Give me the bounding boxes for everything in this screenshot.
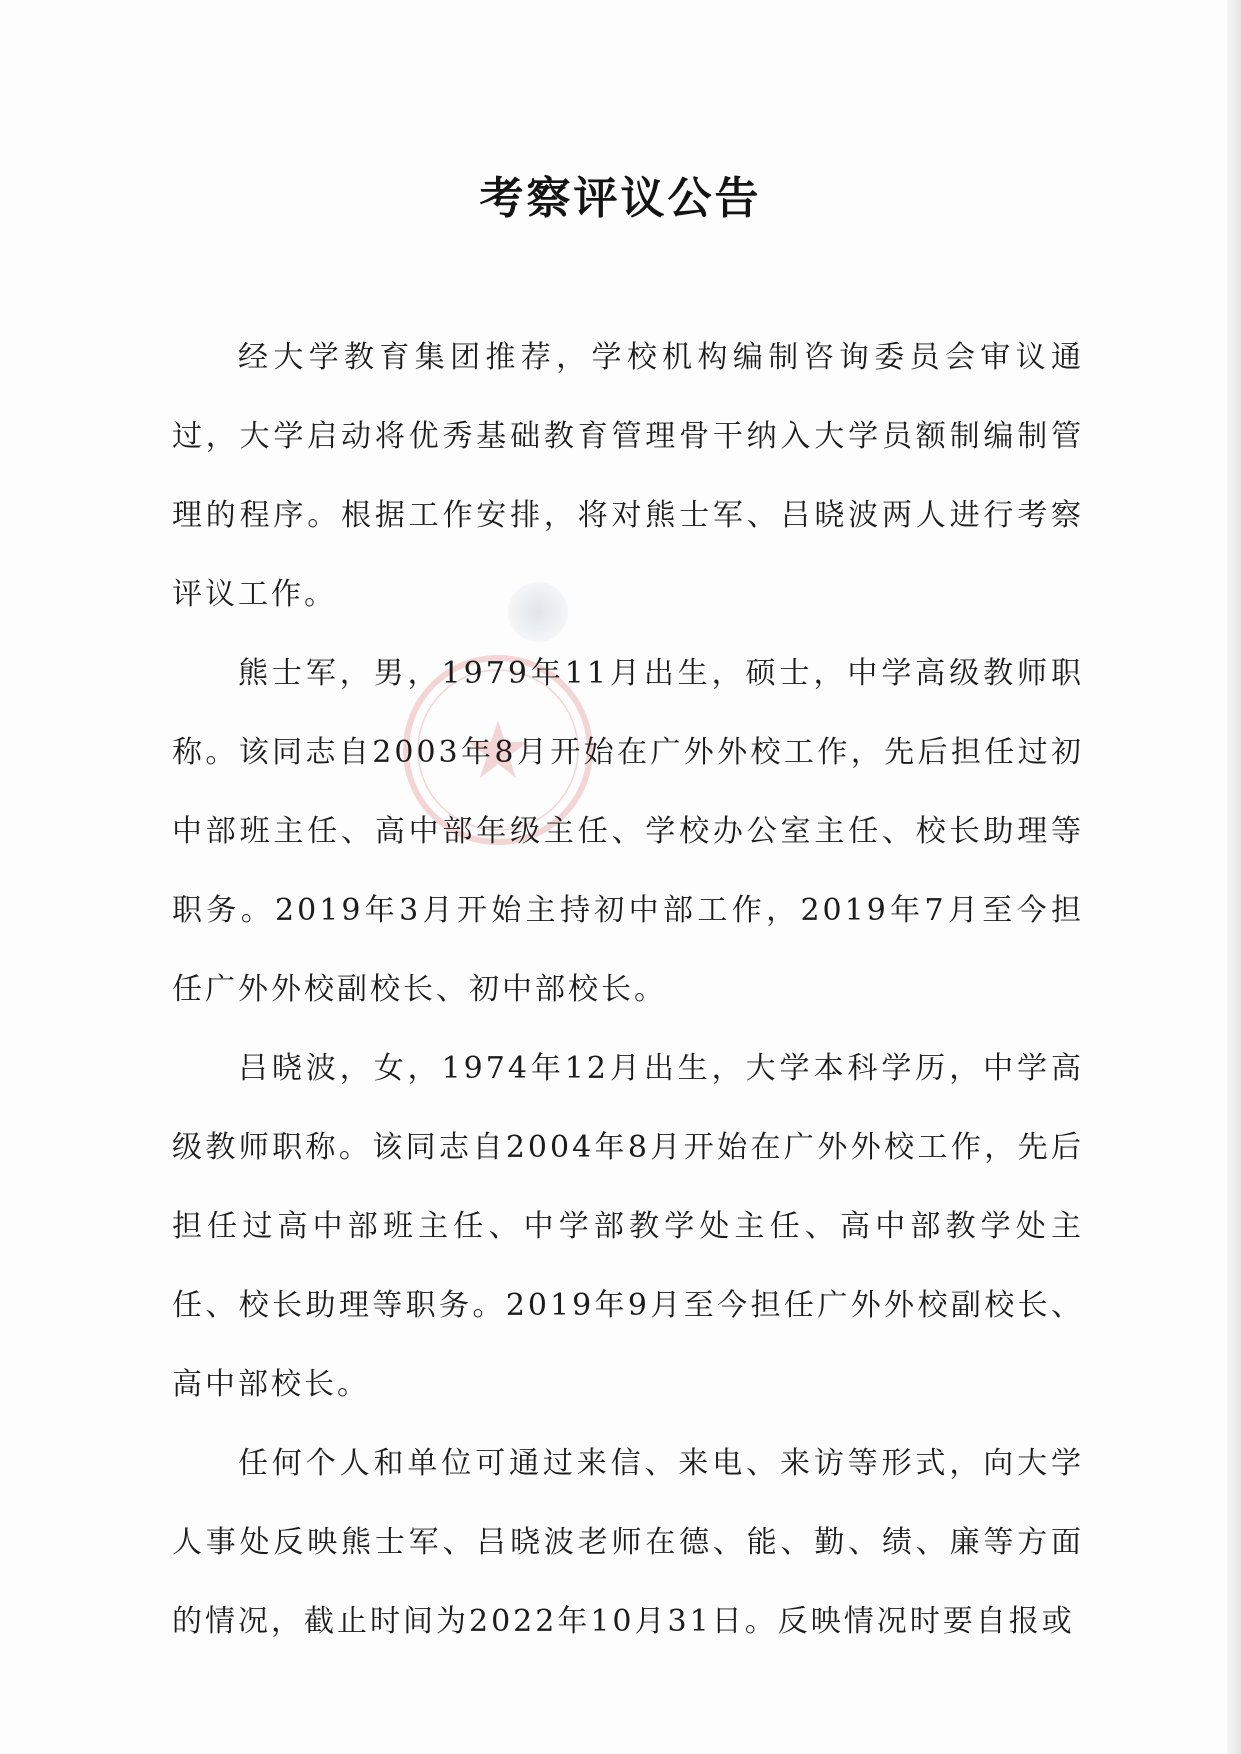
document-body (172, 318, 1084, 1661)
paragraph-feedback: 任何个人和单位可通过来信、来电、来访等形式，向大学人事处反映熊士军、吕晓波老师在德、能、勤、绩、廉等方面的情况，截止时间为2022年10月31日。反映情况时要自报或 (172, 1446, 1084, 1639)
paragraph-xiong-shijun: 熊士军，男，1979年11月出生，硕士，中学高级教师职称。该同志自2003年8月开始在广外外校工作，先后担任过初中部班主任、高中部年级主任、学校办公室主任、校长助理等职务。2019年3月开始主持初中部工作，2019年7月至今担任广外外校副校长、初中部校长。 (172, 656, 1084, 1007)
page-title: 考察评议公告 (479, 173, 762, 224)
paragraph-intro: 经大学教育集团推荐，学校机构编制咨询委员会审议通过，大学启动将优秀基础教育管理骨干纳入大学员额制编制管理的程序。根据工作安排，将对熊士军、吕晓波两人进行考察评议工作。 (172, 340, 1084, 612)
scan-edge (1227, 0, 1241, 1754)
paragraph-lv-xiaobo: 吕晓波，女，1974年12月出生，大学本科学历，中学高级教师职称。该同志自2004年8月开始在广外外校工作，先后担任过高中部班主任、中学部教学处主任、高中部教学处主任、校长助理等职务。2019年9月至今担任广外外校副校长、高中部校长。 (172, 1051, 1084, 1402)
